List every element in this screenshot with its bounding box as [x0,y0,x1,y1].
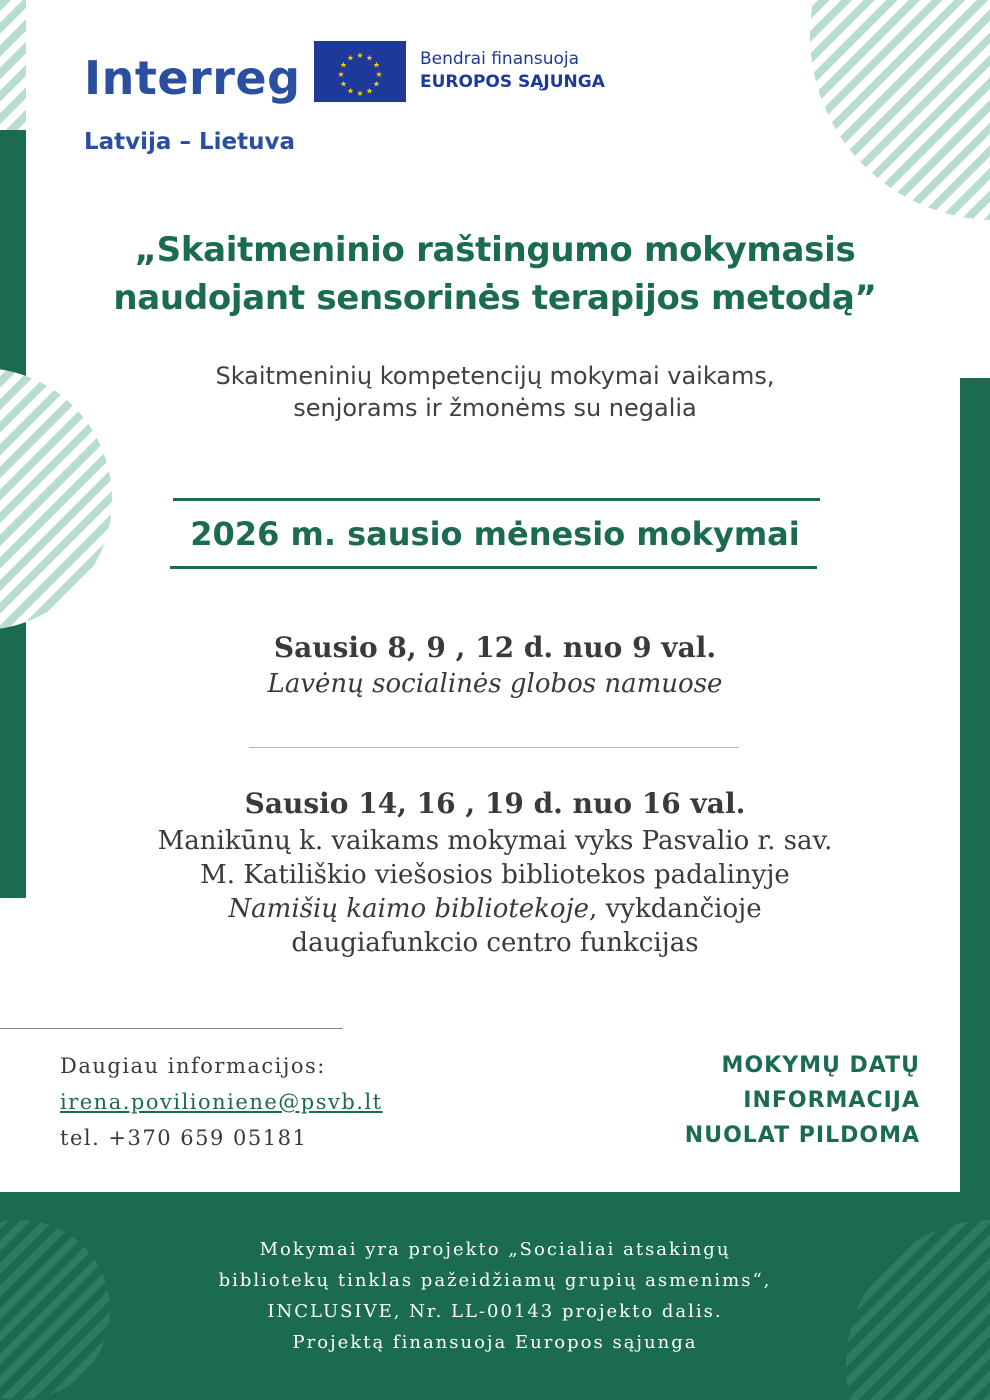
event-2-line-2: M. Katiliškio viešosios bibliotekos padalinyje [200,860,790,890]
section-heading: 2026 m. sausio mėnesio mokymai [190,515,800,553]
svg-text:★: ★ [337,70,345,79]
title-line-2: naudojant sensorinės terapijos metodą” [113,278,877,318]
title-line-1: „Skaitmeninio raštingumo mokymasis [134,230,856,270]
event-2-line-3 [0,892,990,926]
eu-cofunded-text [420,48,605,94]
eu-flag [314,41,406,102]
event-2-library-name: Namišių kaimo bibliotekoje [228,894,590,924]
contact-phone: tel. +370 659 05181 [60,1126,308,1150]
footer-text [0,1234,990,1358]
contact-label: Daugiau informacijos: [60,1054,326,1078]
decor-circle-top-right [810,0,990,220]
footer-line-4: Projektą finansuoja Europos sąjunga [292,1332,698,1353]
contact-block [60,1048,383,1156]
subtitle [0,360,990,424]
heading-rule-bottom [170,566,817,569]
svg-text:★: ★ [375,70,383,79]
event-2-line-4: daugiafunkcio centro funkcijas [291,928,699,958]
interreg-logo [84,50,301,106]
event-2-line-3-rest: , vykdančioje [589,894,762,924]
event-2-line-1: Manikūnų k. vaikams mokymai vyks Pasvalio r. sav. [157,826,833,856]
footer-line-2: bibliotekų tinklas pažeidžiamų grupių asmenims“, [218,1270,772,1291]
contact-divider [0,1028,343,1029]
svg-text:★: ★ [365,86,374,96]
notice-line-2: INFORMACIJA [743,1088,920,1113]
eu-line-2: EUROPOS SĄJUNGA [420,72,605,92]
notice-line-3: NUOLAT PILDOMA [684,1123,920,1148]
dates-notice [685,1048,920,1153]
svg-text:★: ★ [346,86,355,96]
eu-stars-icon [314,41,406,102]
svg-text:★: ★ [339,79,348,89]
contact-email-link[interactable]: irena.povilioniene@psvb.lt [60,1090,383,1114]
heading-rule-top [173,498,820,501]
event-divider [249,747,739,748]
page-title [0,226,990,322]
event-1-place: Lavėnų socialinės globos namuose [267,669,723,699]
svg-text:★: ★ [372,60,381,70]
svg-text:★: ★ [372,79,381,89]
svg-text:★: ★ [356,89,364,98]
svg-text:★: ★ [356,51,364,60]
eu-line-1: Bendrai finansuoja [420,49,580,69]
subtitle-line-2: senjorams ir žmonėms su negalia [293,394,697,422]
event-2-dates: Sausio 14, 16 , 19 d. nuo 16 val. [244,787,746,820]
region-label: Latvija – Lietuva [84,129,295,155]
event-2-description [0,824,990,960]
decor-stripes-left-top [0,0,26,130]
svg-text:★: ★ [346,53,355,63]
notice-line-1: MOKYMŲ DATŲ [721,1053,920,1078]
svg-text:★: ★ [339,60,348,70]
interreg-logo-text: Interreg [84,51,301,105]
svg-text:★: ★ [365,53,374,63]
footer-line-3: INCLUSIVE, Nr. LL-00143 projekto dalis. [267,1301,723,1322]
footer-line-1: Mokymai yra projekto „Socialiai atsakingų [259,1239,731,1260]
subtitle-line-1: Skaitmeninių kompetencijų mokymai vaikams, [215,362,775,390]
event-1-dates: Sausio 8, 9 , 12 d. nuo 9 val. [273,631,717,664]
